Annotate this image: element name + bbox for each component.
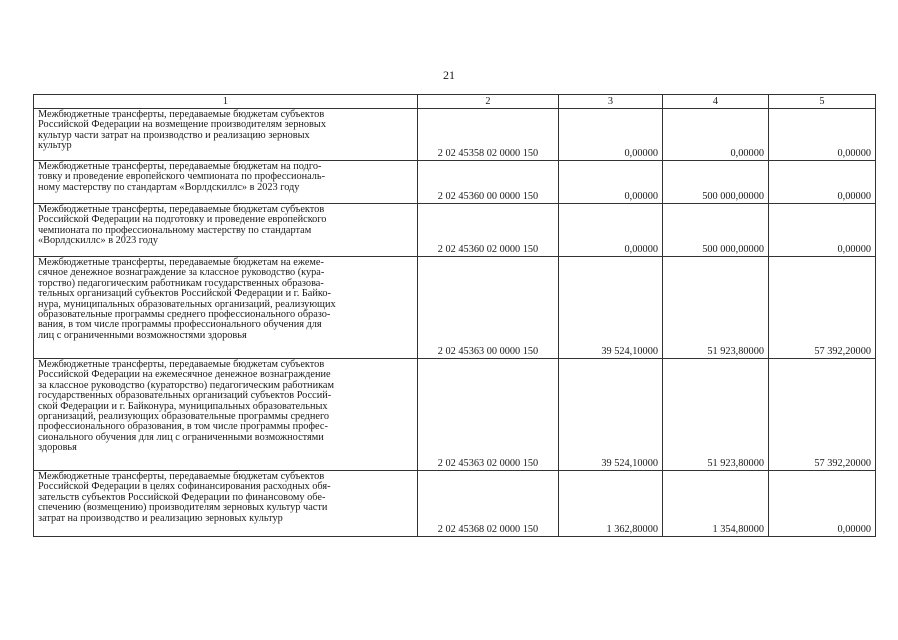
description-cell bbox=[34, 257, 418, 359]
description-line: Российской Федерации в целях софинансирования расходных обя- bbox=[38, 481, 331, 493]
amount-col3-cell: 0,00000 bbox=[559, 161, 663, 204]
table-row bbox=[34, 109, 876, 161]
budget-code-cell: 2 02 45363 02 0000 150 bbox=[418, 359, 559, 471]
table-header-row bbox=[34, 95, 876, 109]
amount-col3-cell: 39 524,10000 bbox=[559, 359, 663, 471]
table-row bbox=[34, 257, 876, 359]
column-header-2: 2 bbox=[418, 95, 559, 109]
description-line: Межбюджетные трансферты, передаваемые бюджетам на ежеме- bbox=[38, 257, 324, 268]
budget-code-cell: 2 02 45358 02 0000 150 bbox=[418, 109, 559, 161]
amount-col3-cell: 39 524,10000 bbox=[559, 257, 663, 359]
description-line: чемпионата по профессиональному мастерству по стандартам bbox=[38, 224, 312, 236]
description-line: сионального обучения для лиц с ограниченными возможностями bbox=[38, 431, 324, 443]
description-line: Российской Федерации на ежемесячное денежное вознаграждение bbox=[38, 369, 331, 381]
amount-col4-cell: 51 923,80000 bbox=[663, 257, 769, 359]
amount-col3-cell: 1 362,80000 bbox=[559, 471, 663, 537]
description-line: здоровья bbox=[38, 442, 77, 454]
description-cell bbox=[34, 359, 418, 471]
description-line: спечению (возмещению) производителям зерновых культур части bbox=[38, 502, 328, 514]
description-line: нура, муниципальных образовательных организаций, реализующих bbox=[38, 298, 336, 310]
amount-col4-cell: 51 923,80000 bbox=[663, 359, 769, 471]
column-header-5: 5 bbox=[769, 95, 876, 109]
amount-col4-cell: 1 354,80000 bbox=[663, 471, 769, 537]
description-line: затрат на производство и реализацию зерновых культур bbox=[38, 512, 283, 524]
description-line: ному мастерству по стандартам «Ворлдскиллс» в 2023 году bbox=[38, 181, 300, 193]
description-line: образовательные программы среднего профессионального образо- bbox=[38, 309, 331, 321]
description-line: торство) педагогическим работникам государственных образова- bbox=[38, 277, 324, 289]
description-line: организаций, реализующих образовательные программы среднего bbox=[38, 411, 330, 423]
column-header-4: 4 bbox=[663, 95, 769, 109]
table-row bbox=[34, 359, 876, 471]
description-line: культур bbox=[38, 140, 72, 152]
description-line: Российской Федерации на подготовку и проведение европейского bbox=[38, 214, 327, 226]
description-line: вания, в том числе программы профессионального обучения для bbox=[38, 319, 322, 331]
amount-col5-cell: 57 392,20000 bbox=[769, 257, 876, 359]
description-line: зательств субъектов Российской Федерации по финансовому обе- bbox=[38, 491, 326, 503]
budget-table bbox=[33, 94, 876, 537]
amount-col5-cell: 0,00000 bbox=[769, 161, 876, 204]
amount-col3-cell: 0,00000 bbox=[559, 109, 663, 161]
page-number: 21 bbox=[443, 68, 455, 82]
description-line: профессионального образования, в том числе программы профес- bbox=[38, 421, 328, 433]
description-line: «Ворлдскиллс» в 2023 году bbox=[38, 235, 159, 247]
table-row bbox=[34, 161, 876, 204]
description-line: Межбюджетные трансферты, передаваемые бюджетам субъектов bbox=[38, 359, 325, 370]
amount-col4-cell: 0,00000 bbox=[663, 109, 769, 161]
budget-code-cell: 2 02 45368 02 0000 150 bbox=[418, 471, 559, 537]
description-line: ской Федерации и г. Байконура, муниципальных образовательных bbox=[38, 400, 328, 412]
description-line: сячное денежное вознаграждение за классное руководство (кура- bbox=[38, 267, 325, 279]
amount-col5-cell: 0,00000 bbox=[769, 204, 876, 257]
description-cell bbox=[34, 109, 418, 161]
amount-col5-cell: 0,00000 bbox=[769, 471, 876, 537]
table-row bbox=[34, 471, 876, 537]
description-cell bbox=[34, 204, 418, 257]
description-line: Межбюджетные трансферты, передаваемые бюджетам на подго- bbox=[38, 161, 322, 172]
description-line: лиц с ограниченными возможностями здоровья bbox=[38, 329, 247, 341]
description-line: Межбюджетные трансферты, передаваемые бюджетам субъектов bbox=[38, 471, 325, 482]
description-line: Межбюджетные трансферты, передаваемые бюджетам субъектов bbox=[38, 109, 325, 120]
amount-col4-cell: 500 000,00000 bbox=[663, 161, 769, 204]
description-line: товку и проведение европейского чемпионата по профессиональ- bbox=[38, 171, 326, 183]
description-line: Российской Федерации на возмещение производителям зерновых bbox=[38, 119, 326, 131]
column-header-1: 1 bbox=[34, 95, 418, 109]
description-cell bbox=[34, 161, 418, 204]
column-header-3: 3 bbox=[559, 95, 663, 109]
description-line: Межбюджетные трансферты, передаваемые бюджетам субъектов bbox=[38, 204, 325, 215]
description-line: культур части затрат на производство и реализацию зерновых bbox=[38, 129, 310, 141]
amount-col3-cell: 0,00000 bbox=[559, 204, 663, 257]
description-line: государственных образовательных организаций субъектов Россий- bbox=[38, 390, 332, 402]
table-row bbox=[34, 204, 876, 257]
description-cell bbox=[34, 471, 418, 537]
budget-code-cell: 2 02 45360 00 0000 150 bbox=[418, 161, 559, 204]
amount-col5-cell: 57 392,20000 bbox=[769, 359, 876, 471]
description-line: тельных организаций субъектов Российской Федерации и г. Байко- bbox=[38, 288, 331, 300]
budget-code-cell: 2 02 45363 00 0000 150 bbox=[418, 257, 559, 359]
budget-code-cell: 2 02 45360 02 0000 150 bbox=[418, 204, 559, 257]
description-line: за классное руководство (кураторство) педагогическим работникам bbox=[38, 379, 335, 391]
amount-col5-cell: 0,00000 bbox=[769, 109, 876, 161]
amount-col4-cell: 500 000,00000 bbox=[663, 204, 769, 257]
